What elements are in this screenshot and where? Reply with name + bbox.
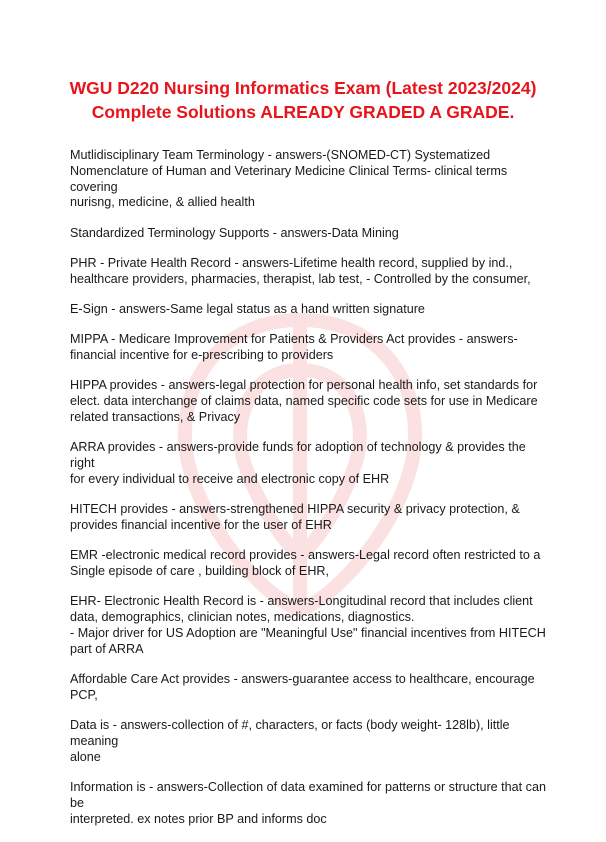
entry-line: Information is - answers-Collection of data examined for patterns or structure that can be <box>70 780 546 810</box>
list-item <box>70 256 550 288</box>
entry-line: PCP, <box>70 687 98 702</box>
entry-line: PHR - Private Health Record - answers-Lifetime health record, supplied by ind., <box>70 255 513 270</box>
entry-line: - Major driver for US Adoption are "Meaningful Use" financial incentives from HITECH <box>70 626 546 641</box>
title-line-1: WGU D220 Nursing Informatics Exam (Latest 2023/2024) <box>69 78 537 98</box>
list-item <box>70 332 550 364</box>
entry-line: Standardized Terminology Supports - answers-Data Mining <box>70 225 399 240</box>
entry-line: EHR- Electronic Health Record is - answers-Longitudinal record that includes client <box>70 594 533 609</box>
list-item <box>70 548 550 580</box>
qa-list <box>70 148 550 842</box>
entry-line: healthcare providers, pharmacies, therapist, lab test, - Controlled by the consumer, <box>70 271 531 286</box>
list-item <box>70 378 550 425</box>
entry-line: Data is - answers-collection of #, characters, or facts (body weight- 128lb), little meaning <box>70 718 510 749</box>
list-item <box>70 780 550 827</box>
list-item <box>70 302 550 318</box>
list-item <box>70 502 550 534</box>
entry-line: provides financial incentive for the user of EHR <box>70 518 332 533</box>
entry-line: data, demographics, clinician notes, medications, diagnostics. <box>70 610 415 625</box>
list-item <box>70 594 550 657</box>
entry-line: Mutlidisciplinary Team Terminology - answers-(SNOMED-CT) Systematized <box>70 148 491 162</box>
title-line-2: Complete Solutions ALREADY GRADED A GRADE. <box>91 102 515 122</box>
entry-line: MIPPA - Medicare Improvement for Patients & Providers Act provides - answers- <box>70 332 518 347</box>
entry-line: part of ARRA <box>70 641 144 656</box>
entry-line: Nomenclature of Human and Veterinary Medicine Clinical Terms- clinical terms covering <box>70 163 508 194</box>
entry-line: elect. data interchange of claims data, named specific code sets for use in Medicare <box>70 394 538 409</box>
list-item <box>70 718 550 765</box>
document-title <box>40 76 566 124</box>
entry-line: alone <box>70 749 101 764</box>
list-item <box>70 672 550 704</box>
entry-line: for every individual to receive and electronic copy of EHR <box>70 471 390 486</box>
entry-line: HITECH provides - answers-strengthened HIPPA security & privacy protection, & <box>70 502 520 517</box>
list-item <box>70 440 550 487</box>
entry-line: Affordable Care Act provides - answers-guarantee access to healthcare, encourage <box>70 672 535 687</box>
list-item <box>70 226 550 242</box>
entry-line: Single episode of care , building block of EHR, <box>70 564 330 579</box>
entry-line: EMR -electronic medical record provides - answers-Legal record often restricted to a <box>70 548 541 563</box>
entry-line: related transactions, & Privacy <box>70 410 241 425</box>
list-item <box>70 148 550 211</box>
entry-line: nurisng, medicine, & allied health <box>70 195 255 210</box>
entry-line: interpreted. ex notes prior BP and informs doc <box>70 811 327 826</box>
entry-line: financial incentive for e-prescribing to providers <box>70 348 334 363</box>
entry-line: ARRA provides - answers-provide funds for adoption of technology & provides the right <box>70 440 526 471</box>
entry-line: HIPPA provides - answers-legal protection for personal health info, set standards for <box>70 378 538 393</box>
entry-line: E-Sign - answers-Same legal status as a hand written signature <box>70 302 425 317</box>
